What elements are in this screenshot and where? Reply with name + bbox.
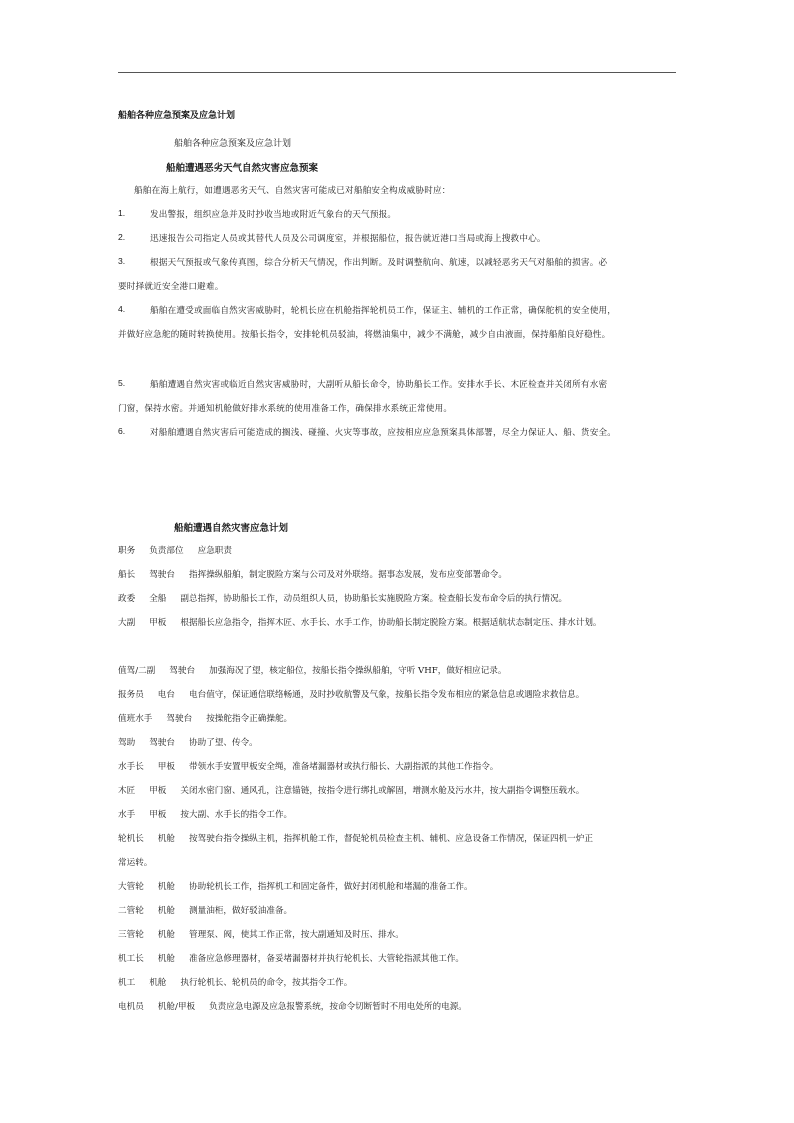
row-location: 全船 (149, 594, 167, 604)
table-row (118, 880, 473, 892)
item-text: 船舶遭遇自然灾害或临近自然灾害威胁时，大副听从船长命令，协助船长工作。安排水手长、木匠检查并关闭所有水密 (150, 380, 608, 390)
row-role: 大管轮 (118, 882, 144, 892)
row-duty: 执行轮机长、轮机员的命令，按其指令工作。 (180, 978, 353, 988)
table-row (118, 784, 584, 796)
row-duty: 协助轮机长工作，指挥机工和固定备件，做好封闭机舱和堵漏的准备工作。 (189, 882, 473, 892)
item-text: 船舶在遭受或面临自然灾害威胁时，轮机长应在机舱指挥轮机员工作，保证主、辅机的工作正常，确保舵机的安全使用， (150, 306, 617, 316)
row-duty: 关闭水密门窗、通风孔，注意锚链，按指令进行绑扎或解固，增测水舱及污水井，按大副指令调整压载水。 (180, 786, 585, 796)
row-location: 机舱 (149, 978, 167, 988)
row-location: 驾驶台 (149, 738, 175, 748)
row-location: 甲板 (157, 762, 175, 772)
row-role: 二管轮 (118, 906, 144, 916)
row-duty: 准备应急修理器材，备妥堵漏器材并执行轮机长、大管轮指派其他工作。 (189, 954, 465, 964)
item-number: 4. (118, 304, 126, 314)
row-duty: 按驾驶台指令操纵主机，指挥机舱工作，督促轮机员检查主机、辅机、应急设备工作情况，保证四机一炉正 (189, 834, 593, 844)
row-role: 水手 (118, 810, 136, 820)
header-duty: 应急职责 (197, 546, 232, 556)
table-row-continuation (118, 856, 152, 868)
row-duty: 带领水手安置甲板安全绳，准备堵漏器材或执行船长、大副指派的其他工作指令。 (189, 762, 499, 772)
table-row (118, 928, 404, 940)
row-location: 驾驶台 (169, 666, 196, 676)
item-number: 3. (118, 256, 126, 266)
row-role: 船长 (118, 570, 136, 580)
item-text-continuation: 门窗，保持水密。并通知机舱做好排水系统的使用准备工作，确保排水系统正常使用。 (118, 404, 453, 414)
row-role: 报务员 (118, 690, 144, 700)
row-role: 政委 (118, 594, 136, 604)
table-row (118, 976, 352, 988)
item-text: 根据天气预报或气象传真图，综合分析天气情况，作出判断。及时调整航向、航速，以减轻恶劣天气对船舶的损害。必 (150, 258, 608, 268)
row-role: 水手长 (118, 762, 144, 772)
section2-title: 船舶遭遇自然灾害应急计划 (174, 523, 289, 534)
table-row (118, 808, 292, 820)
table-header-row (118, 544, 232, 556)
row-role: 驾助 (118, 738, 136, 748)
table-row (118, 760, 498, 772)
row-location: 机舱 (157, 954, 175, 964)
row-role: 机工长 (118, 954, 144, 964)
row-duty: 副总指挥，协助船长工作，动员组织人员，协助船长实施脱险方案。检查船长发布命令后的执行情况。 (180, 594, 568, 604)
item-text: 发出警报，组织应急并及时抄收当地或附近气象台的天气预报。 (150, 210, 397, 220)
row-location: 机舱 (157, 834, 175, 844)
row-location: 甲板 (149, 786, 167, 796)
table-row (118, 904, 292, 916)
row-duty: 测量油柜，做好驳油准备。 (189, 906, 293, 916)
table-row (118, 592, 567, 604)
table-row (118, 1000, 467, 1012)
row-role: 机工 (118, 978, 136, 988)
document-header-title: 船舶各种应急预案及应急计划 (118, 111, 236, 121)
table-row (118, 616, 602, 628)
row-location: 驾驶台 (149, 570, 175, 580)
table-row (118, 568, 507, 580)
row-role: 木匠 (118, 786, 136, 796)
row-location: 甲板 (149, 810, 167, 820)
item-text: 对船舶遭遇自然灾害后可能造成的搁浅、碰撞、火灾等事故，应按相应应急预案具体部署，尽全力保证人、船、货安全。 (150, 428, 617, 438)
header-role: 职务 (118, 546, 136, 556)
row-duty: 管理泵、阀，使其工作正常，按大副通知及时压、排水。 (189, 930, 404, 940)
row-location: 机舱 (157, 930, 175, 940)
row-duty: 电台值守，保证通信联络畅通，及时抄收航警及气象，按船长指令发布相应的紧急信息或遇险求救信息。 (189, 690, 585, 700)
row-role: 值班水手 (118, 714, 153, 724)
item-text-continuation: 并做好应急舵的随时转换使用。按船长指令，安排轮机员驳油，将燃油集中，减少不满舱，减少自由液面，保持船舶良好稳性。 (118, 330, 611, 340)
item-number: 2. (118, 232, 126, 242)
row-duty: 负责应急电源及应急报警系统，按命令切断暂时不用电处所的电源。 (209, 1002, 467, 1012)
row-duty: 指挥操纵船舶，制定脱险方案与公司及对外联络。据事态发展，发布应变部署命令。 (189, 570, 507, 580)
header-rule (118, 72, 676, 73)
row-role: 电机员 (118, 1002, 144, 1012)
row-role: 大副 (118, 618, 136, 628)
table-row (118, 664, 506, 676)
section1-title: 船舶遭遇恶劣天气自然灾害应急预案 (166, 163, 319, 174)
table-row (118, 832, 593, 844)
row-duty: 协助了望、传令。 (189, 738, 258, 748)
row-role: 轮机长 (118, 834, 144, 844)
row-duty: 按大副、水手长的指令工作。 (180, 810, 293, 820)
row-duty: 加强海况了望，核定船位，按船长指令操纵船舶，守听 VHF，做好相应记录。 (209, 666, 507, 676)
table-row (118, 712, 292, 724)
item-text-continuation: 要时择就近安全港口避难。 (118, 282, 224, 292)
table-row (118, 952, 464, 964)
document-subtitle: 船舶各种应急预案及应急计划 (174, 139, 292, 149)
table-row (118, 736, 258, 748)
item-number: 6. (118, 426, 126, 436)
row-duty-continuation: 常运转。 (118, 858, 153, 868)
row-role: 三管轮 (118, 930, 144, 940)
row-location: 机舱 (157, 882, 175, 892)
header-location: 负责部位 (149, 546, 184, 556)
row-location: 机舱 (157, 906, 175, 916)
row-duty: 按操舵指令正确操舵。 (206, 714, 293, 724)
row-role: 值驾/二副 (118, 666, 156, 676)
table-row (118, 688, 584, 700)
item-number: 1. (118, 208, 126, 218)
row-location: 甲板 (149, 618, 167, 628)
row-duty: 根据船长应急指令，指挥木匠、水手长、水手工作，协助船长制定脱险方案。根据适航状态制定压、排水计划。 (180, 618, 602, 628)
row-location: 机舱/甲板 (157, 1002, 196, 1012)
item-text: 迅速报告公司指定人员或其替代人员及公司调度室，并根据船位，报告就近港口当局或海上搜救中心。 (150, 234, 546, 244)
row-location: 电台 (157, 690, 175, 700)
section1-intro: 船舶在海上航行，如遭遇恶劣天气、自然灾害可能成已对船舶安全构成威胁时应： (134, 186, 451, 196)
item-number: 5. (118, 378, 126, 388)
row-location: 驾驶台 (166, 714, 193, 724)
